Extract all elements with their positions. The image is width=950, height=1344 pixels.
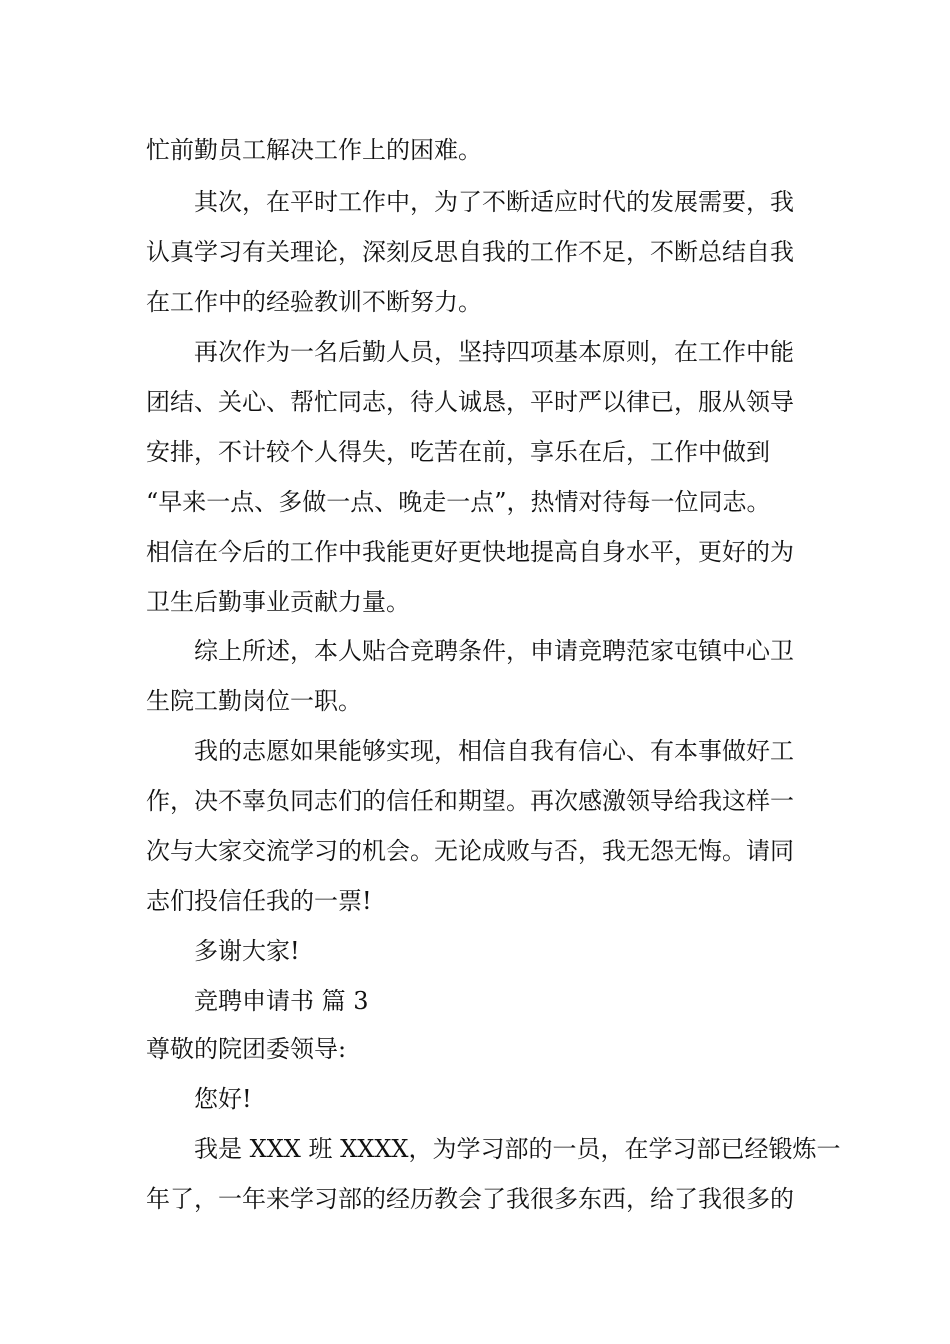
- text-line-10: 卫生后勤事业贡献力量。: [146, 588, 410, 616]
- text-line-1: 忙前勤员工解决工作上的困难。: [146, 136, 482, 164]
- text-line-4: 在工作中的经验教训不断努力。: [146, 288, 482, 316]
- text-line-22: 年了，一年来学习部的经历教会了我很多东西，给了我很多的: [146, 1185, 794, 1213]
- text-line-5: 再次作为一名后勤人员，坚持四项基本原则，在工作中能: [194, 338, 794, 366]
- text-line-8: “早来一点、多做一点、晚走一点”，热情对待每一位同志。: [146, 488, 771, 516]
- text-line-13: 我的志愿如果能够实现，相信自我有信心、有本事做好工: [194, 737, 794, 765]
- text-line-17: 多谢大家!: [194, 937, 300, 965]
- text-line-2: 其次，在平时工作中，为了不断适应时代的发展需要，我: [194, 188, 794, 216]
- text-line-7: 安排，不计较个人得失，吃苦在前，享乐在后，工作中做到: [146, 438, 770, 466]
- text-line-12: 生院工勤岗位一职。: [146, 687, 362, 715]
- text-line-15: 次与大家交流学习的机会。无论成败与否，我无怨无悔。请同: [146, 837, 794, 865]
- section-heading: 竞聘申请书 篇 3: [194, 987, 369, 1015]
- text-line-11: 综上所述，本人贴合竞聘条件，申请竞聘范家屯镇中心卫: [194, 637, 794, 665]
- text-line-6: 团结、关心、帮忙同志，待人诚恳，平时严以律已，服从领导: [146, 388, 794, 416]
- text-line-3: 认真学习有关理论，深刻反思自我的工作不足，不断总结自我: [146, 238, 794, 266]
- text-line-9: 相信在今后的工作中我能更好更快地提高自身水平，更好的为: [146, 538, 794, 566]
- greeting: 您好!: [194, 1085, 252, 1113]
- text-line-21: 我是 XXX 班 XXXX，为学习部的一员，在学习部已经锻炼一: [194, 1135, 841, 1163]
- text-line-16: 志们投信任我的一票!: [146, 887, 372, 915]
- text-line-14: 作，决不辜负同志们的信任和期望。再次感激领导给我这样一: [146, 787, 794, 815]
- salutation: 尊敬的院团委领导:: [146, 1035, 347, 1063]
